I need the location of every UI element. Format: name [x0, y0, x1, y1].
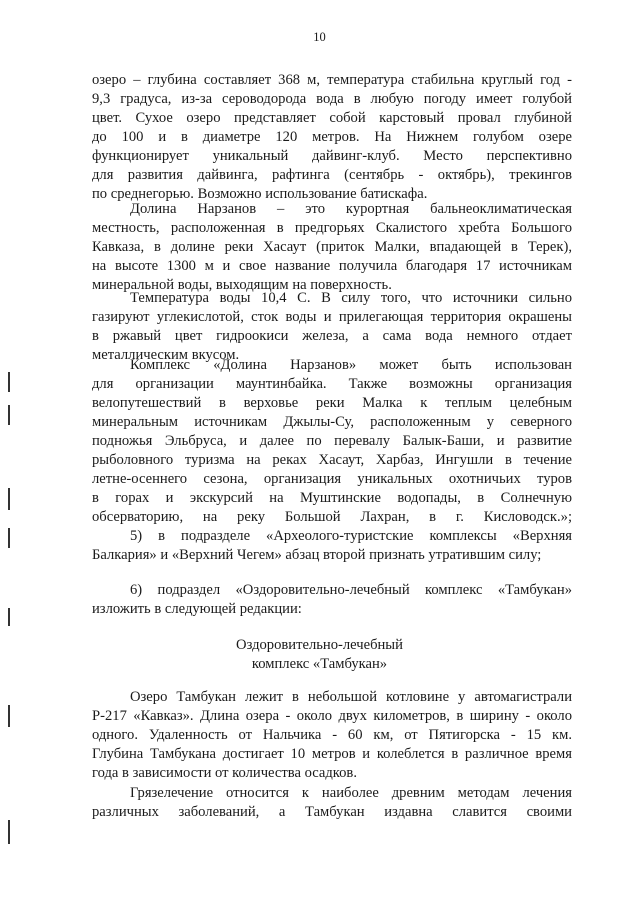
paragraph-lake: озеро – глубина составляет 368 м, температура стабильна круглый год - 9,3 градуса, из-за сероводорода вода в любую погоду имеет голубой цвет. Сухое озеро представляет собой карстовый провал глубиной до 100 и в диаметре 120 метров. На Нижнем голубом озере функционирует уникальный дайвинг-клуб. Место перспективно для развития дайвинга, рафтинга (сентябрь - октябрь), трекингов по среднегорью. Возможно использование батискафа.	[92, 72, 572, 202]
paragraph-narzan-valley: Долина Нарзанов – это курортная бальнеоклиматическая местность, расположенная в предгорьях Скалистого хребта Большого Кавказа, в долине реки Хасаут (приток Малки, впадающей в Терек), на высоте 1300 м и свое название получила благодаря 17 источникам минеральной воды, выходящим на поверхность.	[92, 201, 572, 293]
margin-mark	[8, 608, 10, 626]
margin-mark	[8, 820, 10, 844]
margin-mark	[8, 488, 10, 510]
item-5: 5) в подразделе «Археолого-туристские комплексы «Верхняя Балкария» и «Верхний Чегем» абзац второй признать утратившим силу;	[92, 528, 572, 563]
paragraph-water-temperature: Температура воды 10,4 С. В силу того, что источники сильно газируют углекислотой, сток воды и прилегающая территория окрашены в ржавый цвет гидроокиси железа, а сама вода немного отдает металлическим вкусом.	[92, 290, 572, 363]
paragraph-complex: Комплекс «Долина Нарзанов» может быть использован для организации маунтинбайка. Также возможны организация велопутешествий в верховье реки Малка к теплым целебным минеральным источникам Джылы-Су, расположенным у северного подножья Эльбруса, и далее по перевалу Балык-Баши, и развитие рыболовного туризма на реках Хасаут, Харбаз, Ингушли в течение летне-осеннего сезона, организация уникальных охотничьих туров в горах и экскурсий на Муштинские водопады, в Солнечную обсерваторию, на реку Большой Лахран, в г. Кисловодск.»;	[92, 357, 572, 525]
margin-mark	[8, 372, 10, 392]
page-number: 10	[313, 30, 326, 44]
paragraph-mud-therapy: Грязелечение относится к наиболее древним методам лечения различных заболеваний, а Тамбукан издавна славится своими	[92, 785, 572, 820]
margin-mark	[8, 705, 10, 727]
margin-mark	[8, 405, 10, 425]
section-heading: Оздоровительно-лечебный комплекс «Тамбукан»	[236, 637, 403, 672]
item-6: 6) подраздел «Оздоровительно-лечебный комплекс «Тамбукан» изложить в следующей редакции:	[92, 582, 572, 617]
margin-mark	[8, 528, 10, 548]
paragraph-tambukan-lake: Озеро Тамбукан лежит в небольшой котловине у автомагистрали Р-217 «Кавказ». Длина озера - около двух километров, в ширину - около одного. Удаленность от Нальчика - 60 км, от Пятигорска - 15 км. Глубина Тамбукана достигает 10 метров и колеблется в различное время года в зависимости от количества осадков.	[92, 689, 572, 781]
